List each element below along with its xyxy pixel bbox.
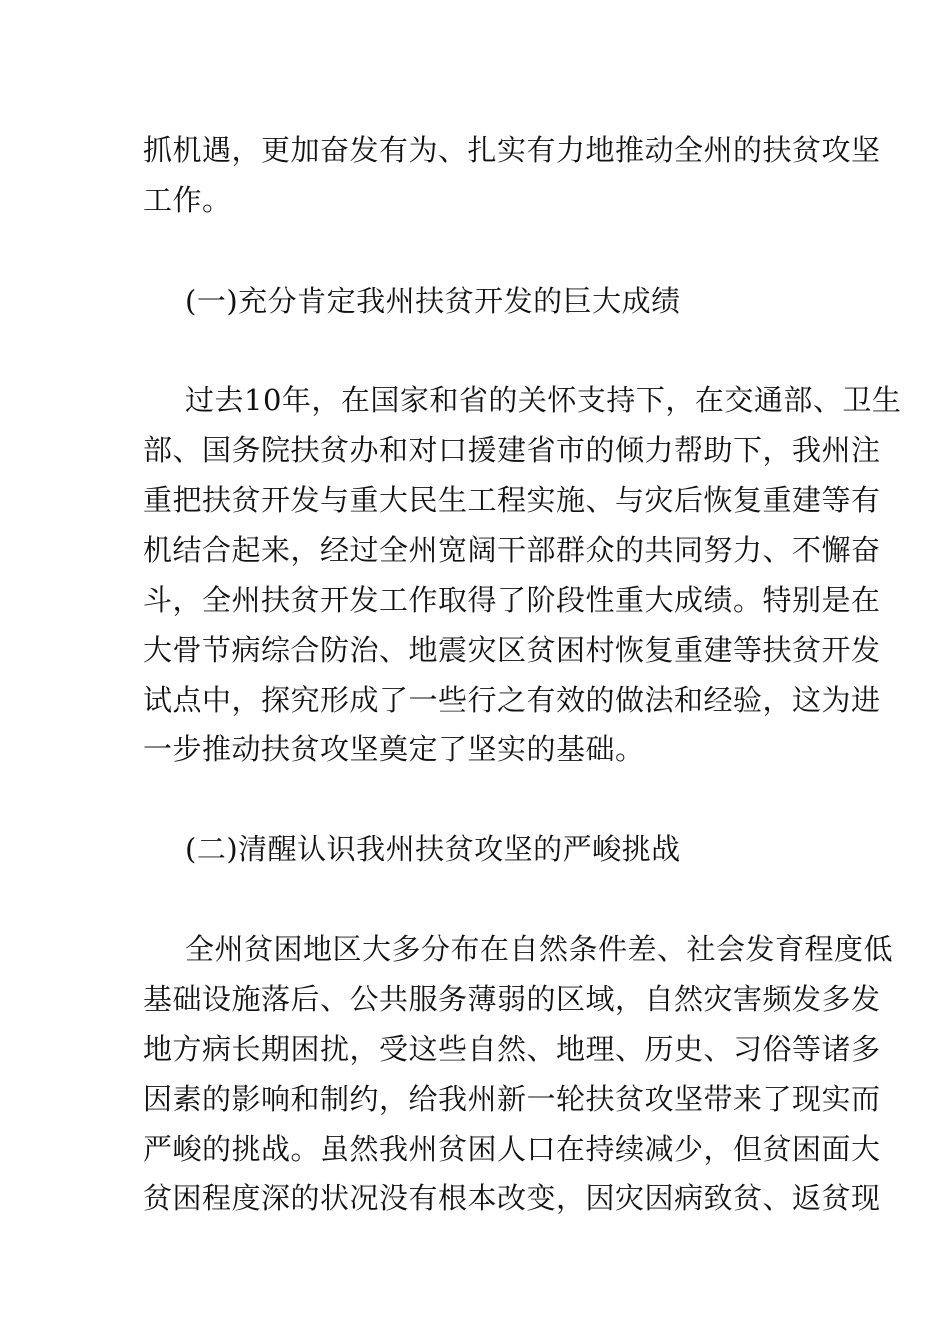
paragraph-2-line-4: 因素的影响和制约，给我州新一轮扶贫攻坚带来了现实而 [143,1082,881,1116]
paragraph-1-line-3: 重把扶贫开发与重大民生工程实施、与灾后恢复重建等有 [143,483,881,517]
paragraph-1-line-4: 机结合起来，经过全州宽阔干部群众的共同努力、不懈奋 [143,533,881,567]
paragraph-1-line-6: 大骨节病综合防治、地震灾区贫困村恢复重建等扶贫开发 [143,633,881,667]
paragraph-intro-line-2: 工作。 [143,183,232,217]
section-heading-2: (二)清醒认识我州扶贫攻坚的严峻挑战 [185,832,681,866]
paragraph-1-line-2: 部、国务院扶贫办和对口援建省市的倾力帮助下，我州注 [143,433,881,467]
paragraph-2-line-6: 贫困程度深的状况没有根本改变，因灾因病致贫、返贫现 [143,1181,881,1215]
paragraph-1-line-5: 斗，全州扶贫开发工作取得了阶段性重大成绩。特别是在 [143,583,881,617]
paragraph-2-line-1: 全州贫困地区大多分布在自然条件差、社会发育程度低 [185,932,894,966]
paragraph-2-line-3: 地方病长期困扰，受这些自然、地理、历史、习俗等诸多 [143,1032,881,1066]
paragraph-1-line-1: 过去10年，在国家和省的关怀支持下，在交通部、卫生 [185,383,902,417]
paragraph-1-line-7: 试点中，探究形成了一些行之有效的做法和经验，这为进 [143,683,881,717]
paragraph-2-line-2: 基础设施落后、公共服务薄弱的区域，自然灾害频发多发 [143,982,881,1016]
paragraph-2-line-5: 严峻的挑战。虽然我州贫困人口在持续减少，但贫困面大 [143,1132,881,1166]
paragraph-1-line-8: 一步推动扶贫攻坚奠定了坚实的基础。 [143,732,645,766]
section-heading-1: (一)充分肯定我州扶贫开发的巨大成绩 [185,284,681,318]
paragraph-intro-line-1: 抓机遇，更加奋发有为、扎实有力地推动全州的扶贫攻坚 [143,133,881,167]
